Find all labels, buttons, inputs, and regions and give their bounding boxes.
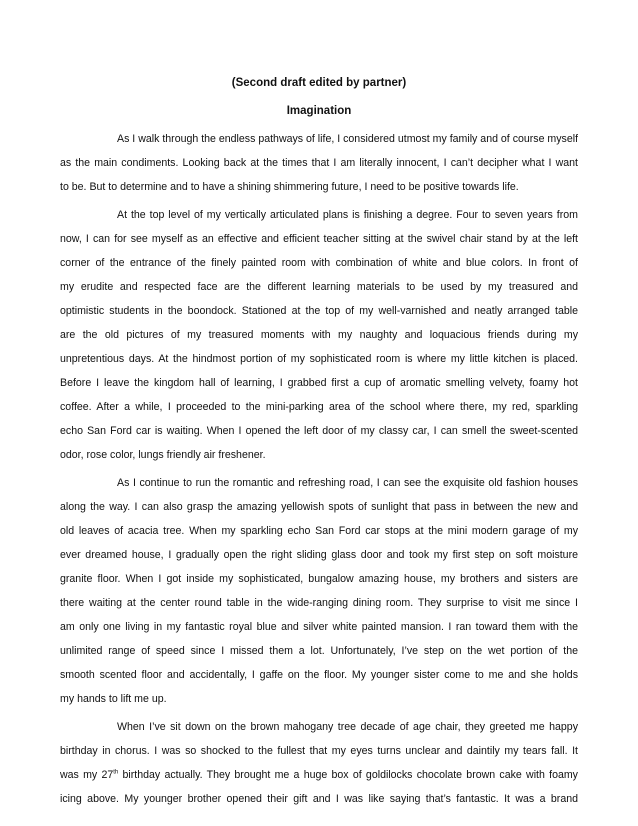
paragraph-3-line: As I continue to run the romantic and refreshing road, I can see the exquisite old fashion houses: [117, 477, 578, 489]
paragraph-2-line: coffee. After a while, I proceeded to the mini-parking area of the school where there, my red, sparkling: [60, 401, 578, 413]
paragraph-3-line: am only one living in my fantastic royal blue and silver white painted mansion. I ran toward them with the: [60, 621, 578, 633]
paragraph-2-line: now, I can for see myself as an effective and efficient teacher sitting at the swivel chair stand by at the left: [60, 233, 578, 245]
line-text-before-superscript: was my 27: [60, 769, 114, 781]
draft-note: (Second draft edited by partner): [231, 77, 407, 89]
paragraph-2-line: Before I leave the kingdom hall of learning, I grabbed first a cup of aromatic smelling velvety, foamy hot: [60, 377, 578, 389]
line-text-after-superscript: birthday actually. They brought me a huge box of goldilocks chocolate brown cake with foamy: [118, 769, 578, 781]
paragraph-1-line: to be. But to determine and to have a shining shimmering future, I need to be positive towards life.: [60, 181, 519, 193]
paragraph-3-line: my hands to lift me up.: [60, 693, 167, 705]
paragraph-3-line: ever dreamed house, I gradually open the right sliding glass door and took my first step on soft moisture: [60, 549, 578, 561]
paragraph-3-line: granite floor. When I got inside my sophisticated, bungalow amazing house, my brothers and sisters are: [60, 573, 578, 585]
paragraph-3-line: smooth scented floor and accidentally, I gaffe on the floor. My younger sister come to me and she holds: [60, 669, 578, 681]
paragraph-2-line: echo San Ford car is waiting. When I opened the left door of my classy car, I can smell the sweet-scented: [60, 425, 578, 437]
paragraph-2-line: are the old pictures of my treasured moments with my naughty and loquacious friends during my: [60, 329, 578, 341]
paragraph-2-line: corner of the entrance of the finely painted room with combination of white and blue colors. In front of: [60, 257, 578, 269]
paragraph-3-line: unlimited range of speed since I missed them a lot. Unfortunately, I’ve step on the wet portion of the: [60, 645, 578, 657]
paragraph-4-line: [60, 768, 578, 782]
paragraph-3-line: there waiting at the center round table in the wide-ranging dining room. They surprise to visit me since I: [60, 597, 578, 609]
paragraph-1-line: As I walk through the endless pathways of life, I considered utmost my family and of course myself: [117, 133, 578, 145]
paragraph-1-line: as the main condiments. Looking back at the times that I am literally innocent, I can’t decipher what I want: [60, 157, 578, 169]
ordinal-superscript: th: [113, 769, 119, 776]
paragraph-4-line: birthday in chorus. I was so shocked to the fullest that my eyes turns unclear and daintily my tears fall. It: [60, 745, 578, 757]
document-title: Imagination: [286, 105, 352, 117]
paragraph-2-line: At the top level of my vertically articulated plans is finishing a degree. Four to seven years from: [117, 209, 578, 221]
paragraph-2-line: odor, rose color, lungs friendly air freshener.: [60, 449, 266, 461]
paragraph-4-line: icing above. My younger brother opened their gift and I was like saying that’s fantastic. It was a brand: [60, 793, 578, 805]
paragraph-2-line: optimistic students in the boondock. Stationed at the top of my well-varnished and neatly arranged table: [60, 305, 578, 317]
paragraph-3-line: old leaves of acacia tree. When my sparkling echo San Ford car stops at the mini modern garage of my: [60, 525, 578, 537]
paragraph-2-line: unpretentious days. At the hindmost portion of my sophisticated room is where my little kitchen is placed.: [60, 353, 578, 365]
paragraph-2-line: my erudite and respected face are the different learning materials to be used by my treasured and: [60, 281, 578, 293]
paragraph-4-line: When I’ve sit down on the brown mahogany tree decade of age chair, they greeted me happy: [117, 721, 578, 733]
paragraph-3-line: along the way. I can also grasp the amazing yellowish spots of sunlight that pass in between the new and: [60, 501, 578, 513]
